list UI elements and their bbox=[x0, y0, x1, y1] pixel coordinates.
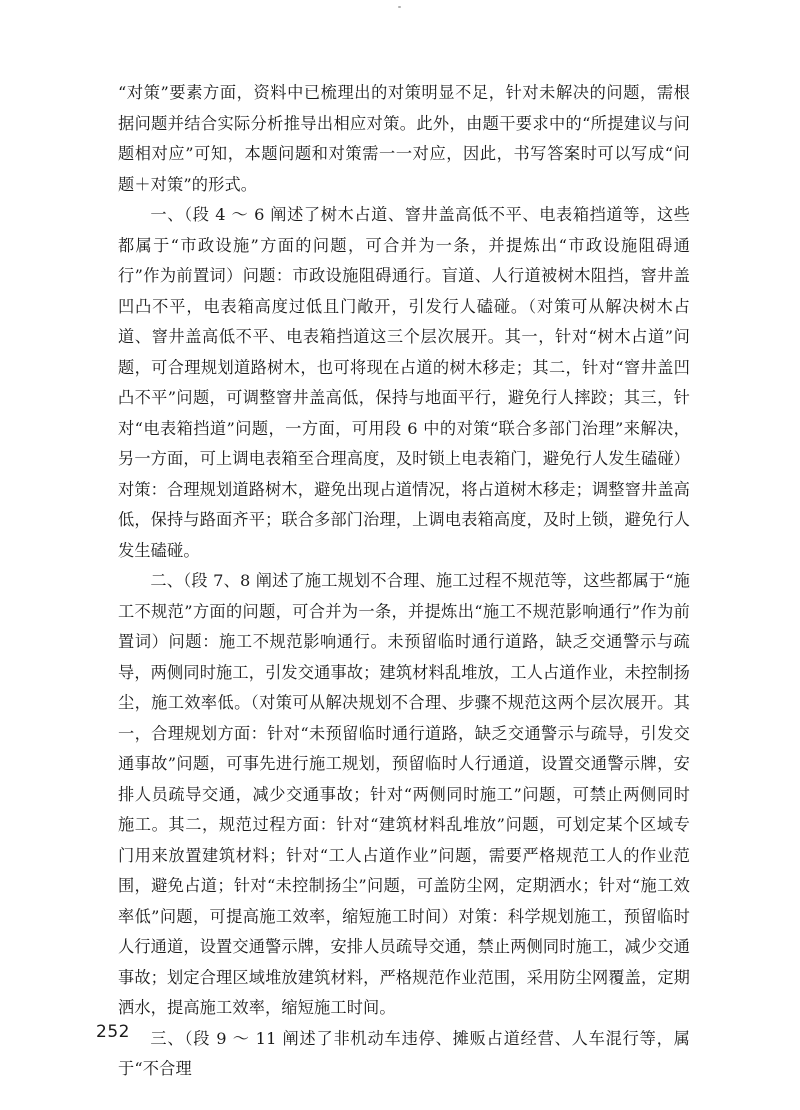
paragraph-countermeasure-intro: “对策”要素方面，资料中已梳理出的对策明显不足，针对未解决的问题，需根据问题并结合实际分析推导出相应对策。此外，由题干要求中的“所提建议与问题相对应”可知，本题问题和对策需一一对应，因此，书写答案时可以写成“问题＋对策”的形式。 bbox=[118, 83, 690, 194]
page-body bbox=[118, 78, 690, 1085]
page-number: 252 bbox=[96, 1022, 130, 1042]
scan-mark bbox=[398, 6, 401, 8]
paragraph-point-two: 二、（段 7、8 阐述了施工规划不合理、施工过程不规范等，这些都属于“施工不规范”方面的问题，可合并为一条，并提炼出“施工不规范影响通行”作为前置词）问题：施工不规范影响通行。未预留临时通行道路，缺乏交通警示与疏导，两侧同时施工，引发交通事故；建筑材料乱堆放，工人占道作业，未控制扬尘，施工效率低。（对策可从解决规划不合理、步骤不规范这两个层次展开。其一，合理规划方面：针对“未预留临时通行道路，缺乏交通警示与疏导，引发交通事故”问题，可事先进行施工规划，预留临时人行通道，设置交通警示牌，安排人员疏导交通，减少交通事故；针对“两侧同时施工”问题，可禁止两侧同时施工。其二，规范过程方面：针对“建筑材料乱堆放”问题，可划定某个区域专门用来放置建筑材料；针对“工人占道作业”问题，需要严格规范工人的作业范围，避免占道；针对“未控制扬尘”问题，可盖防尘网，定期洒水；针对“施工效率低”问题，可提高施工效率，缩短施工时间）对策：科学规划施工，预留临时人行通道，设置交通警示牌，安排人员疏导交通，禁止两侧同时施工，减少交通事故；划定合理区域堆放建筑材料，严格规范作业范围，采用防尘网覆盖，定期洒水，提高施工效率，缩短施工时间。 bbox=[118, 571, 690, 1017]
paragraph-point-one: 一、（段 4 ～ 6 阐述了树木占道、窨井盖高低不平、电表箱挡道等，这些都属于“市政设施”方面的问题，可合并为一条，并提炼出“市政设施阻碍通行”作为前置词）问题：市政设施阻碍通行。盲道、人行道被树木阻挡，窨井盖凹凸不平，电表箱高度过低且门敞开，引发行人磕碰。（对策可从解决树木占道、窨井盖高低不平、电表箱挡道这三个层次展开。其一，针对“树木占道”问题，可合理规划道路树木，也可将现在占道的树木移走；其二，针对“窨井盖凹凸不平”问题，可调整窨井盖高低，保持与地面平行，避免行人摔跤；其三，针对“电表箱挡道”问题，一方面，可用段 6 中的对策“联合多部门治理”来解决，另一方面，可上调电表箱至合理高度，及时锁上电表箱门，避免行人发生磕碰）对策：合理规划道路树木，避免出现占道情况，将占道树木移走；调整窨井盖高低，保持与路面齐平；联合多部门治理，上调电表箱高度，及时上锁，避免行人发生磕碰。 bbox=[118, 205, 690, 560]
paragraph-point-three: 三、（段 9 ～ 11 阐述了非机动车违停、摊贩占道经营、人车混行等，属于“不合理 bbox=[118, 1028, 690, 1078]
